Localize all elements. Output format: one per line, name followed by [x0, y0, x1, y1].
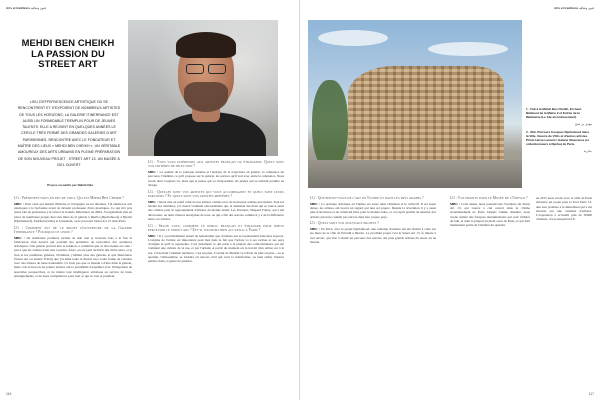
interview-question: LG : Quels sont vos nouveaux projets ? — [310, 221, 379, 226]
author-credit: Propos recueillis par Nabila Djia — [47, 183, 93, 187]
right-page — [300, 0, 600, 400]
photo-cloud — [318, 30, 388, 46]
speaker-label: MBC : — [148, 233, 158, 238]
running-head-left — [6, 6, 46, 10]
speaker-label: MBC : — [148, 170, 159, 175]
left-column-2 — [148, 160, 284, 266]
interview-answer: en 2015 nous avons avec la ville de Paris entrepris un projet pour la Tour Paris 13, une tour promise à la démolition qui a été investie par une centaine d'artistes. L'exposition a accueilli plus de 30000 visiteurs, www.tourparis13.fr — [536, 196, 592, 222]
interview-answer: MBC : Pour ceux qui aiment l'histoire et l'étrangère ou les tâtonnes. J'ai étudié les arts plastiques à la Sorbonne avant de devenir professeur d'arts plastiques. Ce qui m'a pris assez vite de profession, j'ai ouvert la Galerie Itinerrance en 2004. J'ai également mis en place de nombreux projets hors des murs de la galerie à Djerba (Djerbahood), à Djerba (Djerbahood), Eastfield (Lille) et Jérusalem, ou le parcours Street Art 13 dans Paris. — [14, 201, 132, 223]
portrait-glasses-left — [186, 64, 204, 74]
running-head-section: Arts et traditions — [554, 6, 579, 10]
portrait-photo — [128, 20, 278, 156]
right-column-2 — [450, 196, 530, 230]
photo-cloud — [428, 42, 508, 56]
headline-line-2: LA PASSION DU — [31, 47, 105, 59]
caption-1-arabic: مهدي بن شيخ — [574, 122, 592, 127]
speaker-label: MBC : — [148, 199, 158, 204]
interview-question: LG : Vos projets pour le Musée de l'Unesco ? — [450, 196, 528, 200]
speaker-label: MBC : — [450, 201, 460, 206]
interview-question: LG : Présentez-nous en peu de vous, Qui est Mehdi Ben Cheikh ? — [14, 196, 124, 200]
portrait-glasses-right — [208, 64, 226, 74]
running-head-arabic: فنون وتقاليد — [578, 6, 594, 10]
interview-question: LG : Que pensez-vous de l'art en Tunisie et dans les pays arabes ? — [310, 196, 424, 200]
interview-answer: MBC : La pratique artistique en Tunisie est assez dans l'émotion et le collectif. Il est assez dense, les artistes ont trouvé un regard qui leur est propre. Depuis la révolution il y a aussi plus d'ouverture et de créativité libre pour le monde arabe, et cet esprit permet de montrer des artistes qu'on ne connait pas encore dans leur propre pays. — [310, 201, 436, 219]
headline-line-3: STREET ART — [38, 58, 98, 70]
interview-answer: MBC : Il y a probablement autant de nationalités que d'artistes qui se représentent dans mes espaces. L'origine de l'artiste est importante pour moi dans le fait que l'artiste va à ses racines et ses pays d'origine et qu'il le représente. C'est justement ce qui parle à la plupart des collectionneurs qui ont vraiment une culture de la rue, et par l'urbain. A partir du moment où le travail d'un artiste est à la rue, s'il devient vraiment tendance, c'est un plus. L'avenir de Madrid va à Paris de plus en plus... ou le quartier, l'atmosphère, se traduira en œuvres d'art qui vont la transformer, ou bien attirer d'autres publics dans ce genre de quartier. — [148, 233, 284, 264]
running-head-arabic: فنون وتقاليد — [30, 6, 46, 10]
right-column-3 — [536, 196, 592, 224]
photo-textured-facade — [348, 66, 504, 162]
portrait-beard — [184, 82, 228, 112]
street-art-building-photo — [308, 20, 522, 188]
article-intro: LIEU D'EFFERVESCENCE ARTISTIQUE OÙ SE RENCONTRENT ET S'EXPOSENT DE NOMBREUX ARTISTES DE TOUS LES HORIZONS, LA GALERIE ITINERRANCE EST AUSSI UN FORMIDABLE TREMPLIN POUR DE JEUNES TALENTS. ELLE A REJOINT EN QUELQUES ANNÉES LE CERCLE TRÈS FERMÉ DES GRANDES GALERIES D'ART PARISIENNES. RENCONTRE AVEC LE FONDATEUR ET MAÎTRE DES LIEUX « MEHDI BEN CHEIKH », UN VÉRITABLE AMOUREUX DES ARTS URBAINS EN PLEINE PRÉPARATION DE SON NOUVEAU PROJET : STREET ART 13, UN MUSÉE À CIEL OUVERT. — [17, 100, 121, 167]
interview-question: LG : Selon vous, comment le public français et étranger pour mieux percevoir le street art ? Est-il toujours bien accueilli à Paris ? — [148, 223, 284, 232]
portrait-hair — [176, 32, 236, 58]
speaker-label: MBC : — [310, 227, 320, 232]
article-headline — [20, 38, 116, 70]
speaker-label: MBC : — [14, 201, 24, 206]
photo-captions — [526, 108, 592, 158]
interview-answer: MBC : En 2014, avec le projet Djerbahood, une centaine d'artistes ont été invités à créer sur les murs de la ville de Erriadh à Djerba. Le prochain projet c'est le Street Art 13, le musée à ciel ouvert, qui vise à réunir un parcours des œuvres des plus grands artistes du street art au monde. — [310, 227, 436, 244]
page-number-left: 116 — [6, 392, 12, 396]
interview-answer: MBC : Street met en relief celui de nos artistes connus avec de nouveaux artistes qui tentent. Tout les talents des dernières, j'ai trouvé vraiment extraordinaire qui, la demande des deux qui se trouve aussi des critères pour le regroupement d'artistes du monde entier. Les Invaders, Shepard Fairey, qui a été décorateur, ou dont d'autres anonymes de tous, ou qui a fait des œuvres comme il y a de la différence entre ces artistes. — [148, 199, 284, 221]
running-head-section: Arts et traditions — [6, 6, 31, 10]
photo-tree — [312, 80, 348, 170]
interview-answer: MBC : Cette année, nous poursuivons l'aventure du Street Art 13, qui trouve à ciel ouvert dans le 13ème arrondissement de Paris. Depuis l'année dernière, nous avons réalisé des fresques monumentales qui sont visibles de loin, et dont la plupart en plein cœur de Paris, et qui font maintenant partie de l'identité du quartier. — [450, 201, 530, 228]
caption-2: 2 - Mur. Parcours fresques Djerbahood dans la Ville. Oeuvre de Vhils et d'autres artistes. Photo Hervé Laurent / Galerie Itinerrance (et collectionneurs à Djerba) de Paris. — [526, 130, 590, 146]
right-column-1 — [310, 196, 436, 247]
interview-answer: MBC : De nombreux premiers racines de doit tout je trouvais trois à la fois la fabrication d'un nouvel qui pourrait me permettre de rencontrer des aventures artistiques. Une galerie pouvait être la solution, à condition que ce rêve tienne au cœur : parce que les artistes n'ont rien à perdre. Alors, on est parti de Paris dès d'être alors, et je n'en ai les premières galeries. D'ailleurs, j'admire plus des galeries et que Itinerrance (Street Art ou Artiste Tribal) que j'ai aimé toute la liberté avec toute forme de création avec des artistes de toute nationalité. Ce n'est pas que ce monde a d'être dans la galerie, mais c'est le lieu où les jeunes artistes ont la possibilité d'exprimer avec l'intégration de nouvelles perspectives, et de mettre leur intelligence artistique au service de leurs enseignements, et de leurs compétences pour tout ce qui se crée et promeut. — [14, 235, 132, 278]
speaker-label: MBC : — [14, 235, 25, 240]
left-column-1 — [14, 196, 132, 281]
speaker-label: MBC : — [310, 201, 321, 206]
interview-question: LG : Quelles sont vos artistes qui vous accompagnez et quels sont leurs parcours ? Et quels sont vos artistes préférés ? — [148, 189, 284, 198]
interview-question: LG : Vous vous intéressez aux artistes français ou étrangers. Quels sont vos critères de sélection ? — [148, 160, 284, 169]
interview-answer: MBC : La qualité de la pratique urbaine et l'analyse de la trajectoire en galerie, la cohérence du parcours, l'identité, ce qu'il propose sur la galerie, les œuvres qu'il voit avec entre la cohérence. Nous avons donc toujours vu, mais que je pense qui va d'exposition, les jeunes qui se laissent prendre en charge. — [148, 170, 284, 187]
page-number-right: 117 — [588, 392, 594, 396]
headline-line-1: MEHDI BEN CHEIKH — [21, 37, 115, 48]
running-head-right — [554, 6, 594, 10]
photo-ground — [308, 160, 522, 188]
caption-2-arabic: جدارية — [583, 149, 592, 154]
caption-1: 1 - Fait à la Mehdi Ben Cheikh. En haut, Bâtiment de la Mairie 2 et Entrée de la Madeleine (Le 13e arrondissement). — [526, 107, 582, 119]
interview-question: LG : Comment est né ce projet d'ouverture de la Galerie Itinerrance ? Pourquoi ce choix ? — [14, 225, 132, 234]
